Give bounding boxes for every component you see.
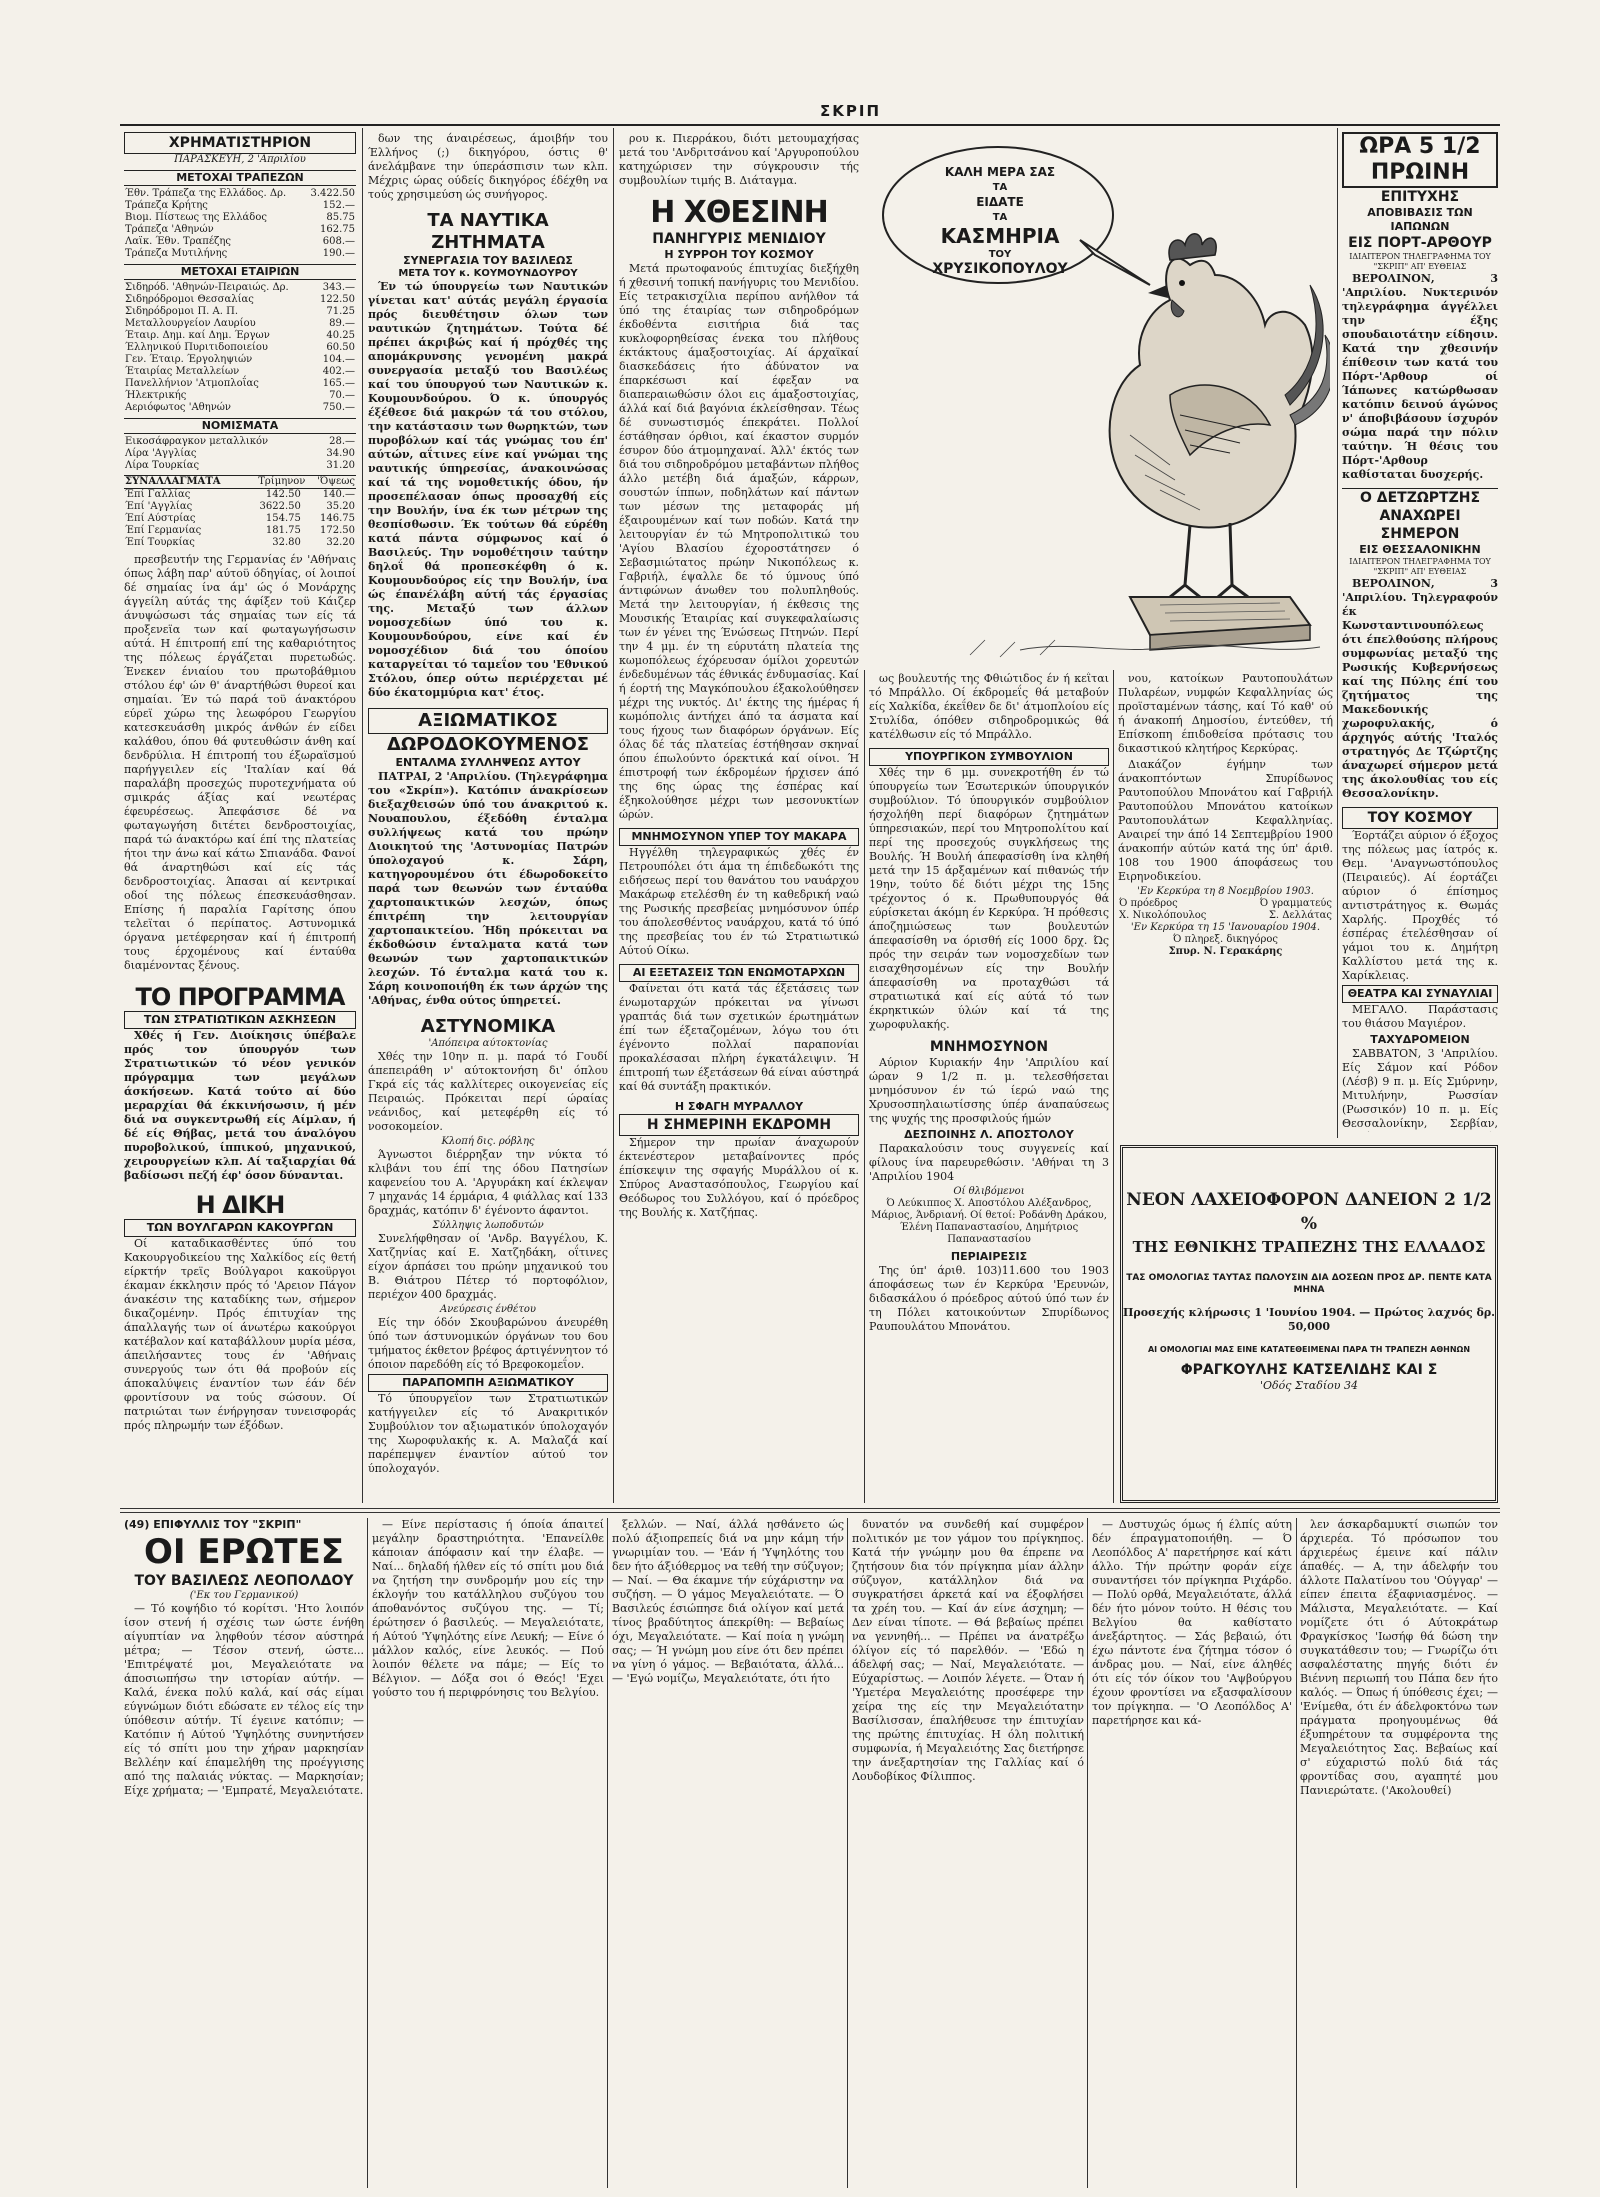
court-date: 'Εν Κερκύρα τη 15 'Ιανουαρίου 1904. (1130, 922, 1321, 933)
row-value: 172.50 (320, 525, 355, 536)
loan-draw: Προσεχής κλήρωσις 1 'Ιουνίου 1904. — Πρώτος λαχνός δρ. 50,000 (1123, 1306, 1495, 1333)
feuilleton-source: ('Εκ του Γερμανικού) (189, 1590, 299, 1601)
article-text: Παρακαλούσιν τους συγγενείς καί φίλους ίνα παρευρεθώσιν. 'Αθήναι τη 3 'Απριλίου 1904 (869, 1142, 1109, 1183)
article-subheadline: ΕΝΤΑΛΜΑ ΣΥΛΛΗΨΕΩΣ ΑΥΤΟΥ (395, 756, 581, 769)
article-headline: ΤΟΥ ΚΟΣΜΟΥ (1342, 807, 1498, 829)
feuilleton-subtitle: ΤΟΥ ΒΑΣΙΛΕΩΣ ΛΕΟΠΟΛΔΟΥ (134, 1573, 354, 1589)
masthead-title: ΣΚΡΙΠ (810, 102, 891, 120)
article-headline: Η ΔΙΚΗ (195, 1191, 285, 1219)
row-value: 122.50 (320, 294, 355, 305)
signature-role: Ό πληρεξ. δικηγόρος (1172, 934, 1279, 945)
article-text: Συνελήφθησαν οί 'Ανδρ. Βαγγέλου, Κ. Χατζηνίας καί Ε. Χατζηδάκη, οΐτινες είχον άρπάσει του πρώην μηχανικού του Β. Θιάτρου Πέτερ τό πορτοφόλιον, περιέχον 400 δραχμάς. (368, 1232, 608, 1301)
signature-role: Ό γραμματεύς (1259, 898, 1332, 909)
article-subheadline: Ανεύρεσις ένθέτου (440, 1304, 536, 1315)
feuilleton-rule (120, 1512, 1500, 1513)
article-text: Αύριον Κυριακήν 4ην 'Απριλίου καί ώραν 9 1/2 π. μ. τελεσθήσεται μνημόσυνον έν τώ ίερώ ναώ της Χρυσοσπηλαιωτίσσης ύπέρ άναπαύσεως της ψυχής της προσφιλούς ήμών (869, 1056, 1109, 1125)
table-row (124, 318, 356, 330)
column-5 (1118, 672, 1333, 1142)
row-label: Έταιρίας Μεταλλείων (125, 366, 240, 377)
table-row (124, 513, 356, 525)
table-row (124, 200, 356, 212)
table-row (124, 294, 356, 306)
loan-address: 'Οδός Σταδίου 34 (1260, 1379, 1358, 1392)
column-rule (367, 1518, 368, 2188)
row-label: Βιομ. Πίστεως της Ελλάδος (125, 212, 267, 223)
feuilleton-col-2 (372, 1518, 604, 2188)
row-label: Έταιρ. Δημ. καί Δημ. Έργων (125, 330, 270, 341)
row-label: Έπί Τουρκίας (125, 537, 195, 548)
article-headline: Η ΣΦΑΓΗ ΜΥΡΑΛΛΟΥ (674, 1100, 804, 1113)
table-row (124, 501, 356, 513)
row-label: Έπί Αύστρίας (125, 513, 196, 524)
article-headline: ΤΑ ΝΑΥΤΙΚΑ ΖΗΤΗΜΑΤΑ (427, 210, 549, 253)
row-value: 190.— (322, 248, 355, 259)
article-headline: ΜΝΗΜΟΣΥΝΟΝ (929, 1039, 1049, 1055)
column-rule (607, 1518, 608, 2188)
signature-name: Χ. Νικολόπουλος (1119, 910, 1207, 921)
row-value: 152.— (322, 200, 355, 211)
telegram-label: ΙΔΙΑΙΤΕΡΟΝ ΤΗΛΕΓΡΑΦΗΜΑ ΤΟΥ "ΣΚΡΙΠ" ΑΠ' ΕΥΘΕΙΑΣ (1349, 252, 1491, 271)
column-rule (362, 128, 363, 1503)
article-headline: ΑΙ ΕΞΕΤΑΣΕΙΣ ΤΩΝ ΕΝΩΜΟΤΑΡΧΩΝ (619, 964, 859, 982)
signature-name: Σπυρ. Ν. Γερακάρης (1168, 946, 1283, 957)
loan-agent: ΦΡΑΓΚΟΥΛΗΣ ΚΑΤΣΕΛΙΔΗΣ ΚΑΙ Σ (1180, 1362, 1438, 1378)
company-shares-table (124, 282, 356, 414)
table-row (124, 402, 356, 414)
exchange-rates-header (124, 475, 356, 489)
row-value: 32.80 (272, 537, 301, 548)
exchange-rates-label: ΣΥΝΑΛΛΑΓΜΑΤΑ (125, 476, 221, 487)
row-label: Ήλεκτρικής (125, 390, 187, 401)
table-row (124, 330, 356, 342)
article-subheadline: Η ΣΗΜΕΡΙΝΗ ΕΚΔΡΟΜΗ (619, 1114, 859, 1136)
feuilleton-col-3 (612, 1518, 844, 2188)
article-text: ΒΕΡΟΛΙΝΟΝ, 3 'Απριλίου. Τηλεγραφούν έκ Κωνσταντινουπόλεως ότι έπελθούσης πλήρους συμφωνίας μεταξύ της Ρωσικής Κυβερνήσεως καί της Πύλης έπί του ζητήματος της Μακεδονικής χωροφυλακής, ό άρχηγός αύτής 'Ιταλός στρατηγός Δε Τζώρτζης άναχωρεί σήμερον μετά της άκολουθίας του είς Θεσσαλονίκην. (1342, 577, 1498, 800)
article-headline: ΥΠΟΥΡΓΙΚΟΝ ΣΥΜΒΟΥΛΙΟΝ (869, 748, 1109, 766)
article-subheadline: ΕΙΣ ΠΟΡΤ-ΑΡΘΟΥΡ (1348, 235, 1492, 251)
balloon-line: ΕΙΔΑΤΕ (976, 195, 1024, 209)
column-4 (869, 672, 1109, 1502)
row-label: Σιδηρόδρομοι Θεσσαλίας (125, 294, 254, 305)
table-row (124, 390, 356, 402)
article-text: ΜΕΓΑΛΟ. Παράστασις του θιάσου Μαγιέρον. (1342, 1003, 1498, 1030)
signature-role: Ό πρόεδρος (1119, 898, 1178, 909)
loan-advertisement (1120, 1145, 1498, 1503)
row-label: Λίρα 'Αγγλίας (125, 448, 197, 459)
row-value: 70.— (329, 390, 355, 401)
article-subheadline: ΠΑΝΗΓΥΡΙΣ ΜΕΝΙΔΙΟΥ (652, 231, 826, 247)
article-headline: ΔΩΡΟΔΟΚΟΥΜΕΝΟΣ (386, 734, 590, 755)
row-label: Πανελλήνιον 'Ατμοπλοΐας (125, 378, 259, 389)
row-value: 34.90 (326, 448, 355, 459)
currency-heading: ΝΟΜΙΣΜΑΤΑ (124, 418, 356, 434)
exchange-rates-col-b: 'Όψεως (317, 476, 355, 487)
article-text: ως βουλευτής της Φθιώτιδος έν ή κεΐται τό Μπράλλο. Οί έκδρομεΐς θά μεταβούν είς Χαλκίδα, έκεΐθεν δε δι' άτμοπλοίου είς Στυλίδα, όπόθεν σιδηροδρομικώς θά κατέλθωσιν είς τό Μπράλλο. (869, 672, 1109, 741)
feuilleton-text: δυνατόν να συνδεθή καί συμφέρον πολιτικόν με τον γάμον του πρίγκηπος. Κατά τήν γνώμην μου θα έπρεπε να ζητήσουν δια τόν πρίγκηπα μίαν άλλην σύζυγον, κατάλληλον διά να συγκρατήσει άρκετά καί να έξοφλήσει τα χρέη του. — Καί άν είνε άσχημη; — Δεν είναι τίποτε. — Θά βεβαίως πρέπει να γεννηθή... — Πρέπει να άνατρέξω όλίγον είς τό παρελθόν. — 'Εδώ η άδελφή σας; — Ναί, Μεγαλειότατε. — Εύχαρίστως. — Λοιπόν λέγετε. — Όταν ή 'Υμετέρα Μεγαλειότης προσέφερε την χείρα της είς την Μεγαλειότατην Βασίλισσαν, έπαλήθευσε την έπιτυχίαν της πρώτης έπιτυχίας. Η όλη πολιτική συμφωνία, ή Μεγαλειότης Σας διετήρησε την άνεξαρτησίαν της Γαλλίας καί ό Λουδοβίκος Φίλιππος. (852, 1518, 1084, 1783)
column-2 (368, 132, 608, 1502)
article-text: Είς την όδόν Σκουβαρώνου άνευρέθη ύπό των άστυνομικών όργάνων του 6ου τμήματος έκθετον βρέφος άρτιγέννητον τό όποιον παρεδόθη είς τό Βρεφοκομεΐον. (368, 1316, 608, 1371)
article-subheadline: ΤΩΝ ΣΤΡΑΤΙΩΤΙΚΩΝ ΑΣΚΗΣΕΩΝ (124, 1011, 356, 1029)
article-text: Άγνωστοι διέρρηξαν την νύκτα τό κλιβάνι του έπί της όδου Πατησίων καφενείου του Α. 'Αργυράκη καί έκλεψαν 7 μηχανάς 14 έρμάρια, 4 φιάλλας καί 133 δραχμάς, κατόπιν δ' έγένοντο άφαντοι. (368, 1148, 608, 1217)
article-subheadline: ΑΠΟΒΙΒΑΣΙΣ ΤΩΝ ΙΑΠΩΝΩΝ (1367, 206, 1473, 233)
column-rule (864, 670, 865, 1503)
row-value: 750.— (322, 402, 355, 413)
feuilleton-text: ξελλών. — Ναί, άλλά ησθάνετο ώς πολύ άξιοπρεπείς διά να μην κάμη τήν γνωριμίαν του. — 'Εάν ή 'Υψηλότης του δεν ήτο άξιόθερμος να τεθή την σύζυγον; — Ναί. — Θα έκαμνε τήν εύχάριστην να συζήση. — Ό γάμος Μεγαλειότατε. — Ό Βασιλεύς έσιώπησε διά ολίγον καί μετά τίνος βραδύτητος άπεκρίθη: — Βεβαίως όχι, Μεγαλειότατε. — Καί ποία η γνώμη σας; — Ή γνώμη μου είνε ότι δεν πρέπει να γίνη ό γάμος. — Βεβαιότατα, άλλά... — 'Εγώ νομίζω, Μεγαλειότατε, ότι ήτο (612, 1518, 844, 1685)
feuilleton-col-4 (852, 1518, 1084, 2188)
article-subheadline: Η ΣΥΡΡΟΗ ΤΟΥ ΚΟΣΜΟΥ (664, 248, 814, 261)
row-value: 31.20 (326, 460, 355, 471)
article-text: ΠΑΤΡΑΙ, 2 'Απριλίου. (Τηλεγράφημα του «Σκρίπ»). Κατόπιν άνακρίσεων διεξαχθεισών ύπό του άνακριτού κ. Νουαπουλου, έξεδόθη ένταλμα συλλήψεως κατά του πρώην Διοικητού της 'Αστυνομίας Πατρών ύπολοχαγού κ. Σάρη, κατηγορουμένου ότι έδωροδοκείτο παρά των θεωνών των ένταύθα χαρτοπαικτικών λεσχών, όπως έπιτρέπη την λειτουργίαν χαρτοπαικτείου. Ήδη πρόκειται να έκδοθώσιν ένταλματα κατά των θεωνών των χαρτοπαικτικών λεσχών. Τό ένταλμα κατά του κ. Σάρη κοινοποιήθη έκ των άρχών της 'Αθήνας, ένθα ούτος ύπηρετεί. (368, 770, 608, 1007)
article-text: πρεσβευτήν της Γερμανίας έν 'Αθήναις όπως λάβη παρ' αύτοϋ όδηγίας, οί λοιποί δέ σημαίας ίνα άμ' ώς ό Μονάρχης άγγείλη αύτάς της άφίξεν τοϋ Κάιζερ άνυψώσωσι τάς σημαίας των είς τά προξενεϊα των καί φωταγωγήσωσιν αύτά. Η έπιτροπή επί της καθαριότητος της πόλεως έργάζεται πυρετωδώς. Ένεκεν ένιαίου του πρωτοβάθμιου στόλου έφ' ών θ' άναρτήθώσι θυρεοί και σημαίαι. Έν τώ παρά τοϋ άνακτόρου εύρεϊ χώρω της λεωφόρου Γεωργίου κατεσκευάσθη μικρός άνθών έν είδει καλάθου, όπου θά φυτευθώσιν άνθη καί δενδρύλια. Η έπιτροπή του έξωραϊσμού παρήγγειλεν είς 'Ιταλίαν καί θά παραλάβη προσεχώς πυροτεχνήματα ού σμικράς άξίας καί νεωτέρας έφευρέσεως. Άπεφάσισε δέ να φωταγωγήση διτέτει δενδροστοιχίας, παρά τώ άνακτόρω καί έπί της πλατείας ήτοι την άνω καί κάτω Σπιανάδα. Φανοί θά άναρτηθώσι καί είς τάς δενδροστοιχίας. Άπασαι αί κεντρικαί οδοί της πόλεως έπεσκευάσθησαν. Επίσης ή παραλία Γαρίτσης όπου τελεϊται ό περίπατος. Αστυνομικά όργανα μετέφερησαν καί ή έπιτροπή τους έρχομένους καί ένταύθα διαμένοντας ξένους. (124, 553, 356, 972)
row-label: Έθν. Τράπεζα της Ελλάδος. Δρ. (125, 188, 287, 199)
table-row (124, 306, 356, 318)
column-rule (1087, 1518, 1088, 2188)
table-row (124, 212, 356, 224)
article-text: Μετά πρωτοφανούς έπιτυχίας διεξήχθη ή χθεσινή τοπική πανήγυρις του Μενιδίου. Είς τετρακισχίλια περίπου ανήλθον τά ύπό της έταιρίας των σιδηροδρόμων έκδοθέντα εισιτήρια διά τας κυκλοφορηθείσας ένεκα του πλήθους έκτάκτους άμαξοστοιχίας. Αί άρχαϊκαί διασκεδάσεις ήτο άδύνατον να έπαρκέσωσι καί έφεξαν να διαπεραιωθώσιν όλοι εις άμαξοστοιχίας, άλλά καί διά βαγόνια έκλείσθησαν. Τέως δέ συνωστισμός έπεκράτει. Πολλοί έστάθησαν όρθιοι, καί έκαστον συρμόν έσυρον δύο άτμομηχαναί. Άλλ' έκτός των διά του σιδηροδρόμου μεταβάντων πλήθος άλλο μετέβη διά άμαξών, κάρρων, σουστών ίππων, ποδηλάτων καί πάντων των μέσων της μεταφοράς μή έξαιρουμένων καί των ποδών. Κατά την λειτουργίαν έν τώ Μητροπολιτικώ του 'Αγίου Βλασίου έχοροστάτησεν ό Σεβασμιώτατος πρώην Νικοπόλεως κ. Γαβριήλ, έψαλλε δε τό ύμνους ύπό άντιφώνων άνωθεν του πολυπληθούς. Μετά την λειτουργίαν, ή έκθεσις της Μουσικής Έταιρίας καί συγκεφαλαίωσις των έν γένει της Ένώσεως Πτηνών. Περί την 4 μμ. έν τη εύρυτάτη πλατεία της κωμοπόλεως έχόρευσαν όμίλοι χορευτών ένδεδυμένων τάς έθνικάς ένδυμασίας. Καί ή έορτή της Μαγκόπουλου έξακολούθησεν μέχρι της νυκτός. Δι' έκτης της ήμέρας ή κωμόπολις άντήχει άπό τα άσματα καί τους ήχους των διαφόρων όργάνων. Είς όλας δέ τάς πλατείας έστήθησαν σκηναί όπου έπωλούντο όρεκτικά καί οίνοι. Ή έπιστροφή των έκδρομέων ήρχισεν άπό της 6ης ώρας της έσπέρας καί έξηκολούθησε μέχρι των μεσονυκτίων ώρών. (619, 262, 859, 821)
row-value: 142.50 (265, 489, 301, 500)
table-row (124, 236, 356, 248)
loan-terms: ΤΑΣ ΟΜΟΛΟΓΙΑΣ ΤΑΥΤΑΣ ΠΩΛΟΥΣΙΝ ΔΙΑ ΔΟΣΕΩΝ ΠΡΟΣ ΔΡ. ΠΕΝΤΕ ΚΑΤΑ ΜΗΝΑ (1126, 1273, 1492, 1295)
row-label: Τράπεζα Μυτιλήνης (125, 248, 228, 259)
table-row (124, 354, 356, 366)
speech-balloon (900, 165, 1100, 277)
article-headline: ΩΡΑ 5 1/2 ΠΡΩΙΝΗ (1342, 132, 1498, 188)
article-headline: ΠΕΡΙΑΙΡΕΣΙΣ (950, 1250, 1028, 1263)
telegram-label: ΙΔΙΑΙΤΕΡΟΝ ΤΗΛΕΓΡΑΦΗΜΑ ΤΟΥ "ΣΚΡΙΠ" ΑΠ' ΕΥΘΕΙΑΣ (1349, 557, 1491, 576)
article-headline: Η ΧΘΕΣΙΝΗ (650, 195, 828, 230)
article-text: Σήμερον την πρωίαν άναχωρούν έκτενέστερον μεταβαίνοντες πρός έπίσκεψιν της σφαγής Μυράλλου οί κ. Σπύρος Αναστασόπουλος, Γεωργίου καί Θεόδωρος του Συλλόγου, καί ό πρόεδρος της Βουλής κ. Χατζήπας. (619, 1136, 859, 1219)
article-headline: Ο ΔΕΤΖΩΡΤΖΗΣ (1342, 488, 1498, 507)
table-row (124, 366, 356, 378)
article-text: Χθές την 10ην π. μ. παρά τό Γουδί άπεπειράθη ν' αύτοκτονήση δι' όπλου Γκρά είς τάς καλλίτερες οικογενείας είς Πειραιώς. Πρόκειται περί ώραίας νεάνιδος, καί μετεφέρθη είς τό νοσοκομείον. (368, 1050, 608, 1133)
signature-name: Σ. Δελλάτας (1268, 910, 1332, 921)
row-label: Τράπεζα 'Αθηνών (125, 224, 214, 235)
feuilleton-rule (120, 1508, 1500, 1509)
row-label: Έπί Γερμανίας (125, 525, 202, 536)
article-text: Της ύπ' άριθ. 103)11.600 του 1903 άποφάσεως των έν Κερκύρα 'Ερευνών, διδασκάλου ό πρόεδρος αύτού ύπό των έν τη Πόλει κατοικούντων Σπυρίδωνος Ραυπουλάτου Μπονάτου. (869, 1264, 1109, 1333)
row-value: 40.25 (326, 330, 355, 341)
table-row (124, 342, 356, 354)
article-headline: ΑΞΙΩΜΑΤΙΚΟΣ (368, 708, 608, 734)
article-text: Έορτάζει αύριον ό έξοχος της πόλεως μας ίατρός κ. Θεμ. 'Αναγνωστόπουλος (Πειραιεύς). Αί έορτάζει αύριον ό έπίσημος αντιστράτηγος κ. Θωμάς Χαρλής. Προχθές τό έσπέρας έτελέσθησαν οί γάμοι του κ. Δημήτρη Καλλίστου μετά της κ. Χαρίκλειας. (1342, 829, 1498, 982)
row-label: Έπί 'Αγγλίας (125, 501, 193, 512)
exchange-heading: ΧΡΗΜΑΤΙΣΤΗΡΙΟΝ (124, 132, 356, 154)
feuilleton-text: — Δυστυχώς όμως ή έλπίς αύτη δέν έπραγματοποιήθη. — Ό Λεοπόλδος Α' παρετήρησε καί κάτι άλλο. Τήν πρώτην φοράν είχε συναντήσει τόν πρίγκηπα Ριχάρδο. — Πολύ ορθά, Μεγαλειότατε, άλλά δέν ήτο μόνον τούτο. Η θέσις του Βελγίου θα καθίστατο άνεξάρτητος. — Σάς βεβαιώ, ότι έχω πάντοτε ένα ζήτημα τόσον ό άνδρας μου. — Ναί, είνε άληθές ότι είς τόν όίκον του 'Αψβούργου έχουν φροντίσει να εξασφαλίσουν τον πρίγκηπα. — 'Ο Λεοπόλδος Α' παρετήρησε και κά- (1092, 1518, 1292, 1727)
row-label: Γεν. Έταιρ. Έργοληψιών (125, 354, 253, 365)
article-subheadline: ΕΙΣ ΘΕΣΣΑΛΟΝΙΚΗΝ (1359, 543, 1481, 556)
court-date: 'Εν Κερκύρα τη 8 Νοεμβρίου 1903. (1137, 886, 1314, 897)
row-value: 3.422.50 (310, 188, 355, 199)
loan-deposit: ΑΙ ΟΜΟΛΟΓΙΑΙ ΜΑΣ ΕΙΝΕ ΚΑΤΑΤΕΘΕΙΜΕΝΑΙ ΠΑΡΑ ΤΗ ΤΡΑΠΕΖΗ ΑΘΗΝΩΝ (1147, 1345, 1471, 1354)
row-label: Σιδηρόδρομοι Π. Α. Π. (125, 306, 238, 317)
article-subheadline: ΤΩΝ ΒΟΥΛΓΑΡΩΝ ΚΑΚΟΥΡΓΩΝ (124, 1219, 356, 1237)
article-text: Χθές την 6 μμ. συνεκροτήθη έν τώ ύπουργείω των Έσωτερικών ύπουργικόν συμβούλιον. Τό ύπουργικόν συμβούλιον ήσχολήθη περί διαφόρων ζητημάτων ύπηρεσιακών, περί του Μητροπολίτου καί περί της προσεχούς συγκλήσεως της Βουλής. Ή Βουλή άπεφασίσθη ίνα κληθή μετά την 15 άρξαμένων καί πιθανώς τήν 19ην, τούτο δέ διότι μέχρι της 15ης τρέχοντος ό κ. Πρωθυπουργός θά εύρίσκεται άκόμη έν Κερκύρα. Ή πρόθεσις άποζημιώσεως των βουλευτών άπεφασίσθη να όρισθή είς 1000 δρχ. Ώς πρός την σειράν των νομοσχεδίων των εισαχθησομένων είς την Βουλήν άπεφασίσθη να προταχθώσι τά στρατιωτικά καί είς αύτά τό των έκρηκτικών ύλών καί τά της χωροφυλακής. (869, 766, 1109, 1031)
feuilleton-col-1 (124, 1518, 364, 2188)
table-row (124, 525, 356, 537)
table-row (124, 448, 356, 460)
article-subheadline: ΕΠΙΤΥΧΗΣ (1380, 189, 1460, 205)
table-row (124, 436, 356, 448)
table-row (124, 489, 356, 501)
memorial-names: Ό Λεύκιππος Χ. Αποστόλου Αλέξανδρος, Μάριος, Άνδριανή. Οί θετοί: Ροδάνθη Δράκου, Έλένη Παπαναστασίου, Δημήτριος Παπαναστασίου (871, 1198, 1107, 1245)
table-row (124, 188, 356, 200)
article-subheadline: 'Απόπειρα αύτοκτονίας (428, 1038, 548, 1049)
article-subheadline: Σύλληψις λωποδυτών (432, 1220, 544, 1231)
table-row (124, 282, 356, 294)
rooster-cartoon (870, 135, 1330, 665)
row-value: 154.75 (265, 513, 301, 524)
row-value: 28.— (329, 436, 355, 447)
currency-table (124, 436, 356, 472)
feuilleton-number: (49) ΕΠΙΦΥΛΛΙΣ ΤΟΥ "ΣΚΡΙΠ" (124, 1518, 302, 1531)
balloon-line: ΚΑΛΗ ΜΕΡΑ ΣΑΣ (944, 165, 1056, 179)
article-text: Τό ύπουργεΐον των Στρατιωτικών κατήγγειλεν είς τό Ανακριτικόν Συμβούλιον τον αξιωματικόν ύπολοχαγόν της Χωροφυλακής κ. Α. Μαλαζά καί παρέπεμψεν έναντίον αύτού τον ύπολοχαγόν. (368, 1392, 608, 1475)
article-headline: ΤΑΧΥΔΡΟΜΕΙΟΝ (1370, 1033, 1470, 1046)
row-label: Τράπεζα Κρήτης (125, 200, 208, 211)
feuilleton-text: — Είνε περίστασις ή όποία άπαιτεί μεγάλην δραστηριότητα. 'Επανείλθε κάποιαν άπόφασιν καί την έλαβε. — Ναί... δηλαδή ήλθεν είς τό σπίτι μου διά να ζητήση την συνδρομήν μου είς την έκλογήν του κατάλληλου συζύγου του άποθανόντος συζύγου της. — Τί; έρώτησεν ό βασιλεύς. — Μεγαλειότατε, ή Αύτού 'Υψηλότης είνε Λευκή; — Είνε ό μάλλον καλός, είνε λευκός. — Πού λοιπόν θέλετε να πάμε; — Είς το Βέλγιον. — Δόξα σοι ό Θεός! 'Εχει γούστο του ή περιφρόνησις του Βελγίου. (372, 1518, 604, 1699)
article-text: Χθές ή Γεν. Διοίκησις ύπέβαλε πρός τον ύπουργόν των Στρατιωτικών τό νέον γενικόν πρόγραμμα των μεγάλων άσκήσεων. Κατά τούτο αί δύο μεραρχίαι θά έκκινήσωσιν, ή μέν διά να συγκεντρωθή είς Αίμλαν, ή δέ είς Θήβας, μετά του άναλόγου πυροβολικού, ίππικού, μηχανικού, χειρουργείων κλπ. Αί ταξιαρχίαι θά βαδίσωσι πεζή έφ' όσον δύνανται. (124, 1029, 356, 1182)
feuilleton-text: λεν άσκαρδαμυκτί σιωπών τον άρχιερέα. Τό πρόσωπον του άρχιερέως έμεινε καί πάλιν άπαθές. — Α, την άδελφήν του άλλοτε Παλατίνου του 'Ούγγαρ' — είπεν έπειτα έξαφνιασμένος. — Μάλιστα, Μεγαλειότατε. — Καί νομίζετε ότι ό Αύτοκράτωρ Φραγκίσκος 'Ιωσήφ θά δώση την συγκατάθεσιν του; — Γνωρίζω ότι ασφαλέστατης πηγής διότι έν Βιέννη περιωπή του Πάπα δεν ήτο καλός. — Όπως ή ύπόθεσις έχει; — 'Ενίμεθα, ότι έν άδελφοκτόνω των πράγματα προηγουμένως θά έξυπηρέτουν τα συμφέροντα της Μεγαλειότητος Σας. Βεβαίως καί σ' εύχαριστώ πολύ διά τάς φροντίδας σου, αγαπητέ μου Πανιερώτατε. ('Ακολουθεί) (1300, 1518, 1498, 1797)
column-3 (619, 132, 859, 1502)
loan-title: ΝΕΟΝ ΛΑΧΕΙΟΦΟΡΟΝ ΔΑΝΕΙΟΝ 2 1/2 % (1126, 1190, 1492, 1234)
column-rule (1337, 128, 1338, 1138)
feuilleton-title: ΟΙ ΕΡΩΤΕΣ (143, 1532, 345, 1572)
row-value: 181.75 (265, 525, 301, 536)
article-text: Ηγγέλθη τηλεγραφικώς χθές έν Πετρουπόλει ότι άμα τη έπιδεδωκότι της ειδήσεως περί του θανάτου του ναυάρχου Μακάρωφ ετελέσθη έν τη καθεδρική ναώ της Ρωσικής πρεσβείας μνημόσυνον ύπέρ του άπολεσθέντος ναυάρχου, κατά τό ύπό της πρεσβείας του έν τώ Στρατιωτικώ Αύτού Οίκω. (619, 846, 859, 957)
column-rule (1296, 1518, 1297, 2188)
row-value: 343.— (322, 282, 355, 293)
article-text: ΒΕΡΟΛΙΝΟΝ, 3 'Απριλίου. Νυκτερινόν τηλεγράφημα άγγέλλει την έξης σπουδαιοτάτην είδησιν. Κατά την χθεσινήν έπίθεσιν των κατά του Πόρτ-'Αρθουρ οί Ίάπωνες κατώρθωσαν κατόπιν δεινού άγώνος ν' άποβιβάσουν ίσχυρόν σώμα παρά την πόλιν ταύτην. Ή θέσις του Πόρτ-'Αρθουρ καθίσταται δυσχερής. (1342, 272, 1498, 481)
loan-bank: ΤΗΣ ΕΘΝΙΚΗΣ ΤΡΑΠΕΖΗΣ ΤΗΣ ΕΛΛΑΔΟΣ (1132, 1238, 1486, 1256)
masthead (120, 102, 1500, 126)
row-label: Λίρα Τουρκίας (125, 460, 200, 471)
bank-shares-table (124, 188, 356, 260)
article-text: ρου κ. Πιερράκου, διότι μετουμαχήσας μετά του 'Ανδριτσάνου καί 'Αργυροπούλου κατηχώρισεν την σύγκρουσιν τής συμβουλίων τιμής Β. Διάταγμα. (619, 132, 859, 187)
row-label: Λαϊκ. Έθν. Τραπέζης (125, 236, 232, 247)
article-text: ΣΑΒΒΑΤΟΝ, 3 'Απριλίου. Είς Σάμον καί Ρόδον (Λέσβ) 9 π. μ. Είς Σμύρνην, Μιτυλήνην, Ρωσσίαν (Ρωσσικόν) 10 π. μ. Είς Θεσσαλονίκην, Σερβίαν, (1342, 1047, 1498, 1130)
row-label: Εικοσάφραγκον μεταλλικόν (125, 436, 269, 447)
table-row (124, 537, 356, 549)
right-column (1342, 132, 1498, 1132)
memorial-sign: Οί θλιβόμενοι (953, 1186, 1025, 1197)
balloon-line: ΤΑ (992, 212, 1008, 223)
feuilleton-text: — Τό κοψήδιο τό κορίτσι. 'Ητο λοιπόν ίσον στενή ή σχέσις των ώστε ένήθη αίγυπτίαν να ληφθούν τέσον αύστηρά μέτρα; — Τέσον στενή, ώστε... 'Επιτρέψατέ μοι, Μεγαλειότατε να άποσιωπήσω την ιστορίαν αύτήν. — Καλά, ένεκα πολύ καλά, καί σάς είμαι εύγνώμων διότι εδώσατε εν τέλος είς την ύπόθεσιν αύτήν. Τί έγεινε κατόπιν; — Κατόπιν ή Αύτού 'Υψηλότης συνηντήσεν είς τό σπίτι μου την χήραν μαρκησίαν Βελλέην καί έπαμελήθη της προέγγισης από της παλαιάς νύκτας. — Μαρκησίαν; Είχε χρήματα; — 'Εμπρατέ, Μεγαλειότατε. (124, 1602, 364, 1797)
column-1 (124, 132, 356, 1502)
exchange-rates-table (124, 489, 356, 549)
exchange-date: ΠΑΡΑΣΚΕΥΗ, 2 'Απριλίου (174, 154, 306, 165)
table-row (124, 224, 356, 236)
table-row (124, 460, 356, 472)
table-row (124, 248, 356, 260)
article-text: δων της άναιρέσεως, άμοιβήν του Έλλήνος (;) δικηγόρου, όστις θ' άνελάμβανε την ύπεράσπισιν των κλπ. Μέχρις ώρας ούδείς δικηγόρος έδέχθη να τούς χρησιμεύση ώς συνήγορος. (368, 132, 608, 201)
memorial-name: ΔΕΣΠΟΙΝΗΣ Λ. ΑΠΟΣΤΟΛΟΥ (904, 1128, 1074, 1141)
row-value: 402.— (322, 366, 355, 377)
row-value: 89.— (329, 318, 355, 329)
article-subheadline: ΜΕΤΑ ΤΟΥ κ. ΚΟΥΜΟΥΝΔΟΥΡΟΥ (398, 268, 578, 279)
article-text: Οί καταδικασθέντες ύπό του Κακουργοδικείου της Χαλκίδος είς θετή είρκτήν τρεϊς Βούλγαροι κακοϋργοι έκαμαν έκκλησιν πρός τό 'Αρειον Πάγον άνακέσιν της καταδίκης των, σήμερον δικαζομένην. Πρός έπιτυχίαν της άπαλλαγής των οί άνωτέρω κακούργοι κατέβαλον καί καταβάλλουν μυρία μέσα, άπειλήσαντες τους έν 'Αθήναις συνεργούς των ότι θά προβούν είς άποκαλύψεις έναντίον των έάν δέν φροντίσουν να τούς σώσουν. Οί πατριώται των ένήργησαν τυνεισφοράς πρός πληρωμήν των έξόδων. (124, 1237, 356, 1432)
article-headline: ΑΣΤΥΝΟΜΙΚΑ (420, 1016, 556, 1037)
row-label: Σιδηρόδ. 'Αθηνών-Πειραιώς. Δρ. (125, 282, 289, 293)
row-value: 3622.50 (259, 501, 301, 512)
row-value: 146.75 (320, 513, 355, 524)
row-value: 71.25 (326, 306, 355, 317)
balloon-line: ΚΑΣΜΗΡΙΑ (940, 224, 1060, 248)
article-headline: ΠΑΡΑΠΟΜΠΗ ΑΞΙΩΜΑΤΙΚΟΥ (368, 1374, 608, 1392)
balloon-line: ΧΡΥΣΙΚΟΠΟΥΛΟΥ (932, 261, 1068, 277)
feuilleton-col-5 (1092, 1518, 1292, 2188)
table-row (124, 378, 356, 390)
column-rule (847, 1518, 848, 2188)
row-value: 32.20 (326, 537, 355, 548)
row-value: 60.50 (326, 342, 355, 353)
row-value: 608.— (322, 236, 355, 247)
article-text: Φαίνεται ότι κατά τάς έξετάσεις των ένωμοταρχών πρόκειται να γίνωσι γραπτάς διά των σχετικών έρωτημάτων έπί των έξεταζομένων, λόγω του ότι έγένοντο πολλαί παραπονίαι προκαλέσασαι πλήρη έγκατάλειψιν. Ή έπιτροπή των έξετάσεων θά είναι αύστηρά καί θά συντάξη πρακτικόν. (619, 982, 859, 1093)
column-rule (1113, 670, 1114, 1503)
court-signatures (1118, 898, 1333, 922)
row-value: 165.— (322, 378, 355, 389)
article-subheadline: ΣΥΝΕΡΓΑΣΙΑ ΤΟΥ ΒΑΣΙΛΕΩΣ (403, 254, 573, 267)
article-headline: ΤΟ ΠΡΟΓΡΑΜΜΑ (135, 983, 345, 1011)
article-headline: ΘΕΑΤΡΑ ΚΑΙ ΣΥΝΑΥΛΙΑΙ (1342, 985, 1498, 1003)
article-text: Διακάζον έγήμην των άνακοπτόντων Σπυρίδωνος Ραυτοπούλου Μπονάτου καί Γαβριήλ Ραυτοπούλου Μπονάτου κατοίκων Ραυτοπουλάτων Κεφαλληνίας. Αναιρεί την άπό 14 Σεπτεμβρίου 1900 άνακοπήν αύτών κατά της ύπ' άριθ. 108 του 1900 άποφάσεως του Ειρηνοδικείου. (1118, 758, 1333, 883)
article-text: Έν τώ ύπουργείω των Ναυτικών γίνεται κατ' αύτάς μεγάλη έργασία πρός διευθέτησιν όλων των ναυτικών ζητημάτων. Τούτα δέ πρέπει άκριβώς καί ή πρόχθές της απομάκρυνσης γενομένη μακρά συνεργασία μεταξύ του Βασιλέως καί του ύπουργού των Ναυτικών κ. Κουμουνδούρου. Ό κ. ύπουργός έξέθεσε διά μακρών τά του στόλου, την κατάστασιν των θωρηκτών, των πυροβόλων καί τάς γνώμας του έπ' αύτών, αΐτινες είνε καί γνώμαι της ναυτικής ύπηρεσίας, άνακοινώσας καί τά της νομοθετικής όδου, ήν προσεπέλασαν όπως προσαχθή είς την Βουλήν, ίνα έκ των μέτρων της θεσπίσθωσιν. Έκ τούτων θά εύρέθη κατά πάντα σύμφωνος καί ό Βασιλεύς. Την νομοθέτησιν ταύτην δηλοΐ θά προπεσκέφθη ό κ. Κουμουνδούρος είς την Βουλήν, ίνα ώς έπανέλάβη αύτή τάς έργασίας της. Μεταξύ των άλλων νομοσχεδίων ύπό του κ. Κουμουνδούρου, είνε καί έν νομοσχέδιον διά του όποίου καταργείται τό ταμεΐον του 'Εθνικού Στόλου, όπερ ούτω περιέρχεται μέ δύο έκατομμύρια κατ' έτος. (368, 280, 608, 699)
column-rule (613, 128, 614, 1503)
row-value: 162.75 (320, 224, 355, 235)
row-label: Έλληνικού Πυριτιδοποιείου (125, 342, 269, 353)
row-label: Αεριόφωτος 'Αθηνών (125, 402, 232, 413)
article-subheadline: ΑΝΑΧΩΡΕΙ ΣΗΜΕΡΟΝ (1379, 508, 1461, 542)
article-text: νου, κατοίκων Ραυτοπουλάτων Πυλαρέων, νυμφών Κεφαλληνίας ώς προϊσταμένων τάσης, καί Τό καθ' ού ή άνακοπή Δημοσίου, έντεύθεν, τή Επίσκοπη έπιδοθείσα πρότασις του δικαστικού κλητήρος Κερκύρας. (1118, 672, 1333, 755)
row-label: Μεταλλουργείον Λαυρίου (125, 318, 256, 329)
row-value: 104.— (322, 354, 355, 365)
row-value: 35.20 (326, 501, 355, 512)
feuilleton-col-6 (1300, 1518, 1498, 2188)
article-subheadline: Κλοπή δις. ρόβλης (441, 1136, 535, 1147)
exchange-rates-col-a: Τρίμηνον (258, 476, 306, 487)
balloon-line: ΤΟΥ (988, 249, 1012, 260)
bank-shares-heading: ΜΕΤΟΧΑΙ ΤΡΑΠΕΖΩΝ (124, 170, 356, 186)
company-shares-heading: ΜΕΤΟΧΑΙ ΕΤΑΙΡΙΩΝ (124, 264, 356, 280)
balloon-line: ΤΑ (992, 182, 1008, 193)
row-value: 85.75 (326, 212, 355, 223)
row-label: Έπί Γαλλίας (125, 489, 191, 500)
row-value: 140.— (322, 489, 355, 500)
article-headline: ΜΝΗΜΟΣΥΝΟΝ ΥΠΕΡ ΤΟΥ ΜΑΚΑΡΑ (619, 828, 859, 846)
